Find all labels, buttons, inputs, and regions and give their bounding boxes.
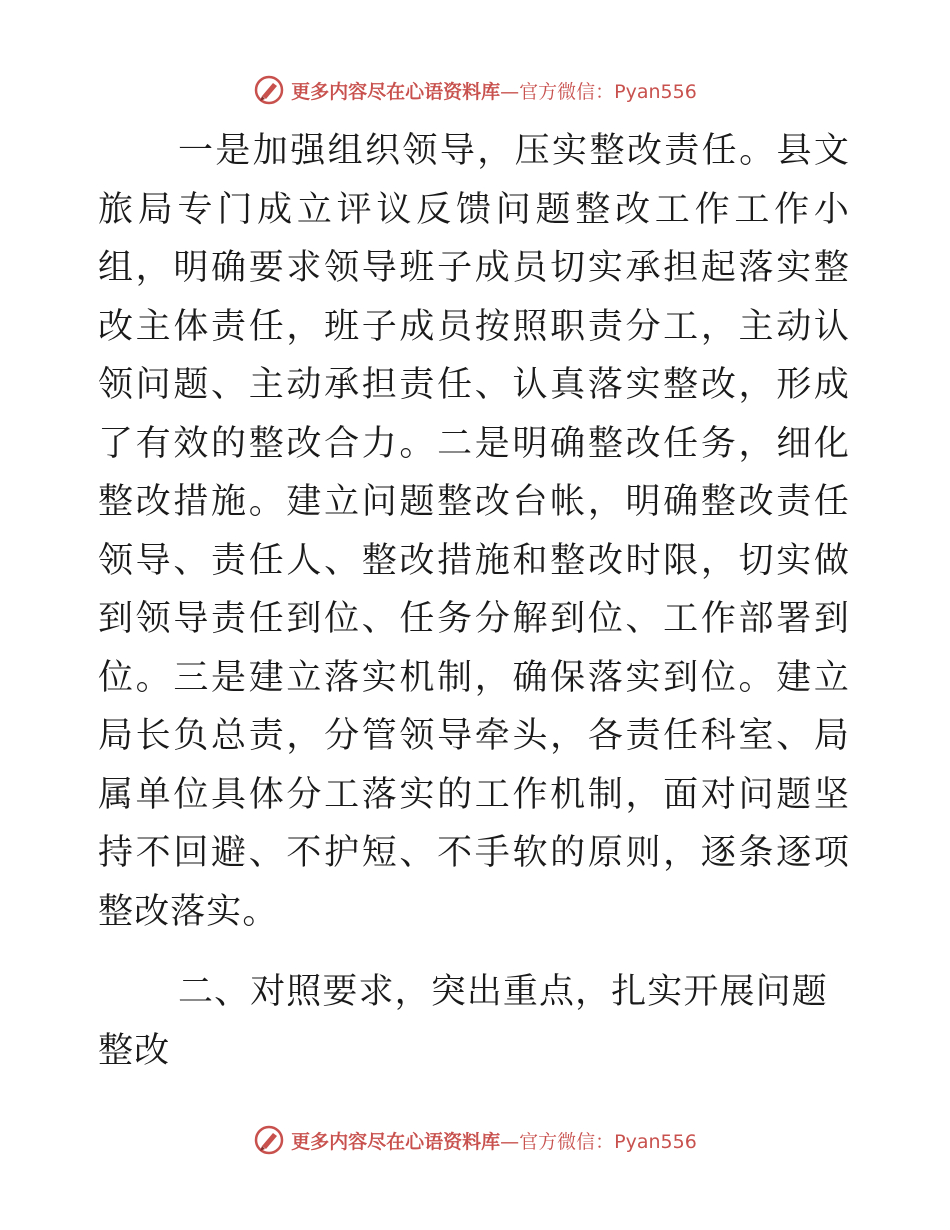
footer-banner-main: 更多内容尽在心语资料库: [291, 1130, 501, 1153]
footer-banner-dash: —: [500, 1130, 520, 1153]
body-paragraph: 一是加强组织领导，压实整改责任。县文旅局专门成立评议反馈问题整改工作工作小组，明确要求领导班子成员切实承担起落实整改主体责任，班子成员按照职责分工，主动认领问题、主动承担责任、认真落实整改，形成了有效的整改合力。二是明确整改任务，细化整改措施。建立问题整改台帐，明确整改责任领导、责任人、整改措施和整改时限，切实做到领导责任到位、任务分解到位、工作部署到位。三是建立落实机制，确保落实到位。建立局长负总责，分管领导牵头，各责任科室、局属单位具体分工落实的工作机制，面对问题坚持不回避、不护短、不手软的原则，逐条逐项整改落实。: [98, 131, 850, 932]
header-banner-text: [291, 77, 697, 104]
footer-banner: [0, 1120, 950, 1160]
pen-logo-icon: [253, 1124, 285, 1156]
header-banner-sub: 官方微信：Pyan556: [519, 80, 697, 103]
section-heading: 二、对照要求，突出重点，扎实开展问题整改: [98, 972, 828, 1071]
footer-banner-sub: 官方微信：Pyan556: [519, 1130, 697, 1153]
pen-logo-icon: [253, 74, 285, 106]
document-body: [98, 122, 850, 1080]
header-banner-main: 更多内容尽在心语资料库: [291, 80, 501, 103]
header-banner-dash: —: [500, 80, 520, 103]
header-banner: [0, 70, 950, 110]
footer-banner-text: [291, 1127, 697, 1154]
